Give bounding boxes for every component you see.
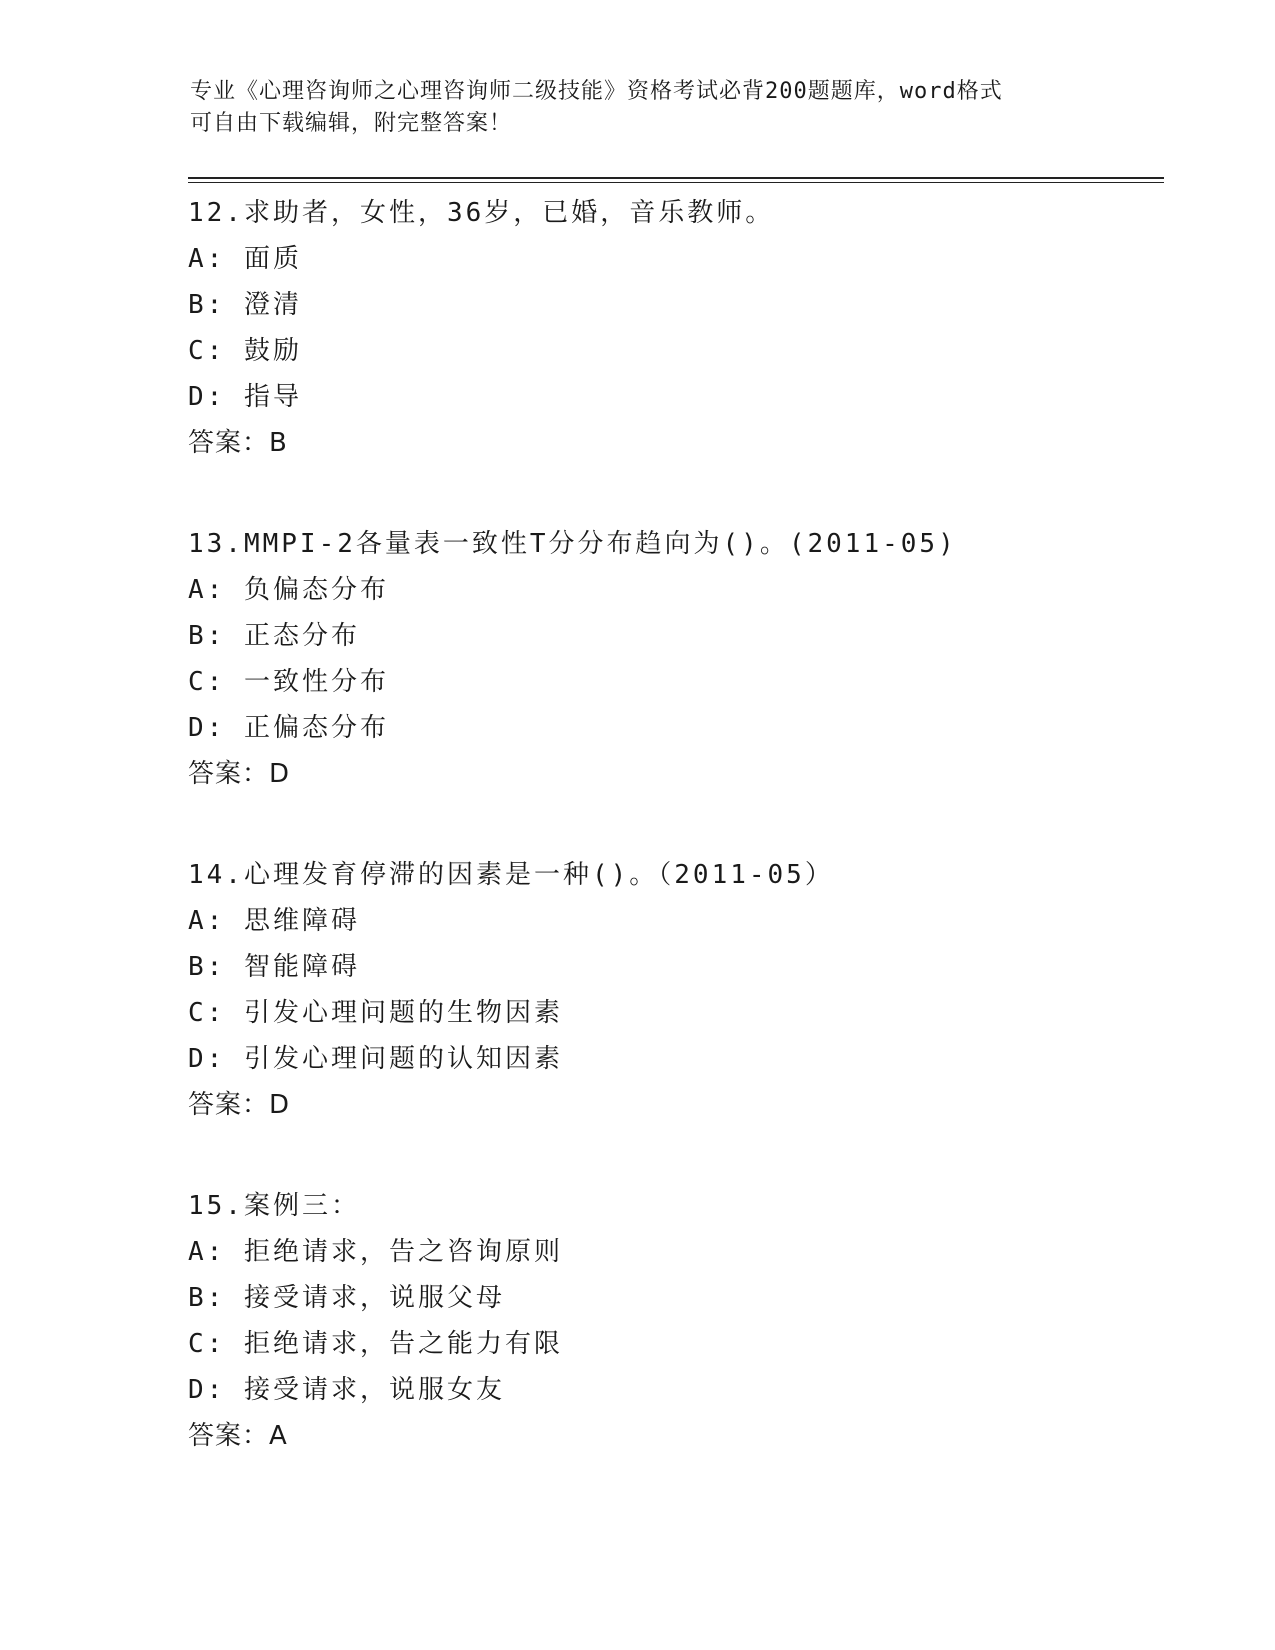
- option-a: A: 面质: [188, 244, 302, 274]
- option-c: C: 鼓励: [188, 336, 302, 366]
- question-item: [188, 521, 1148, 797]
- option-d: D: 指导: [188, 382, 302, 412]
- question-stem: 12.求助者，女性，36岁，已婚，音乐教师。: [188, 198, 775, 228]
- answer-label: 答案：A: [188, 1421, 288, 1451]
- header-line-1: 专业《心理咨询师之心理咨询师二级技能》资格考试必背200题题库，word格式: [190, 79, 1003, 104]
- option-b: B: 接受请求，说服父母: [188, 1283, 505, 1313]
- option-d: D: 正偏态分布: [188, 713, 389, 743]
- option-d: D: 引发心理问题的认知因素: [188, 1044, 563, 1074]
- option-a: A: 思维障碍: [188, 906, 360, 936]
- option-b: B: 智能障碍: [188, 952, 360, 982]
- answer-label: 答案：D: [188, 1090, 291, 1120]
- option-c: C: 一致性分布: [188, 667, 389, 697]
- answer-label: 答案：D: [188, 759, 291, 789]
- question-item: [188, 190, 1148, 466]
- option-b: B: 澄清: [188, 290, 302, 320]
- header-line-2: 可自由下载编辑，附完整答案！: [190, 111, 513, 136]
- question-item: [188, 852, 1148, 1128]
- header-divider: [188, 177, 1164, 179]
- question-list: [188, 190, 1148, 1514]
- option-a: A: 拒绝请求，告之咨询原则: [188, 1237, 563, 1267]
- header-divider-thin: [188, 182, 1164, 183]
- option-c: C: 拒绝请求，告之能力有限: [188, 1329, 563, 1359]
- question-item: [188, 1183, 1148, 1459]
- question-stem: 15.案例三：: [188, 1191, 360, 1221]
- option-b: B: 正态分布: [188, 621, 360, 651]
- option-c: C: 引发心理问题的生物因素: [188, 998, 563, 1028]
- question-stem: 14.心理发育停滞的因素是一种()。（2011-05）: [188, 860, 834, 890]
- option-a: A: 负偏态分布: [188, 575, 389, 605]
- document-header: [190, 76, 1090, 140]
- question-stem: 13.MMPI-2各量表一致性T分分布趋向为()。(2011-05): [188, 529, 957, 559]
- answer-label: 答案：B: [188, 428, 288, 458]
- option-d: D: 接受请求，说服女友: [188, 1375, 505, 1405]
